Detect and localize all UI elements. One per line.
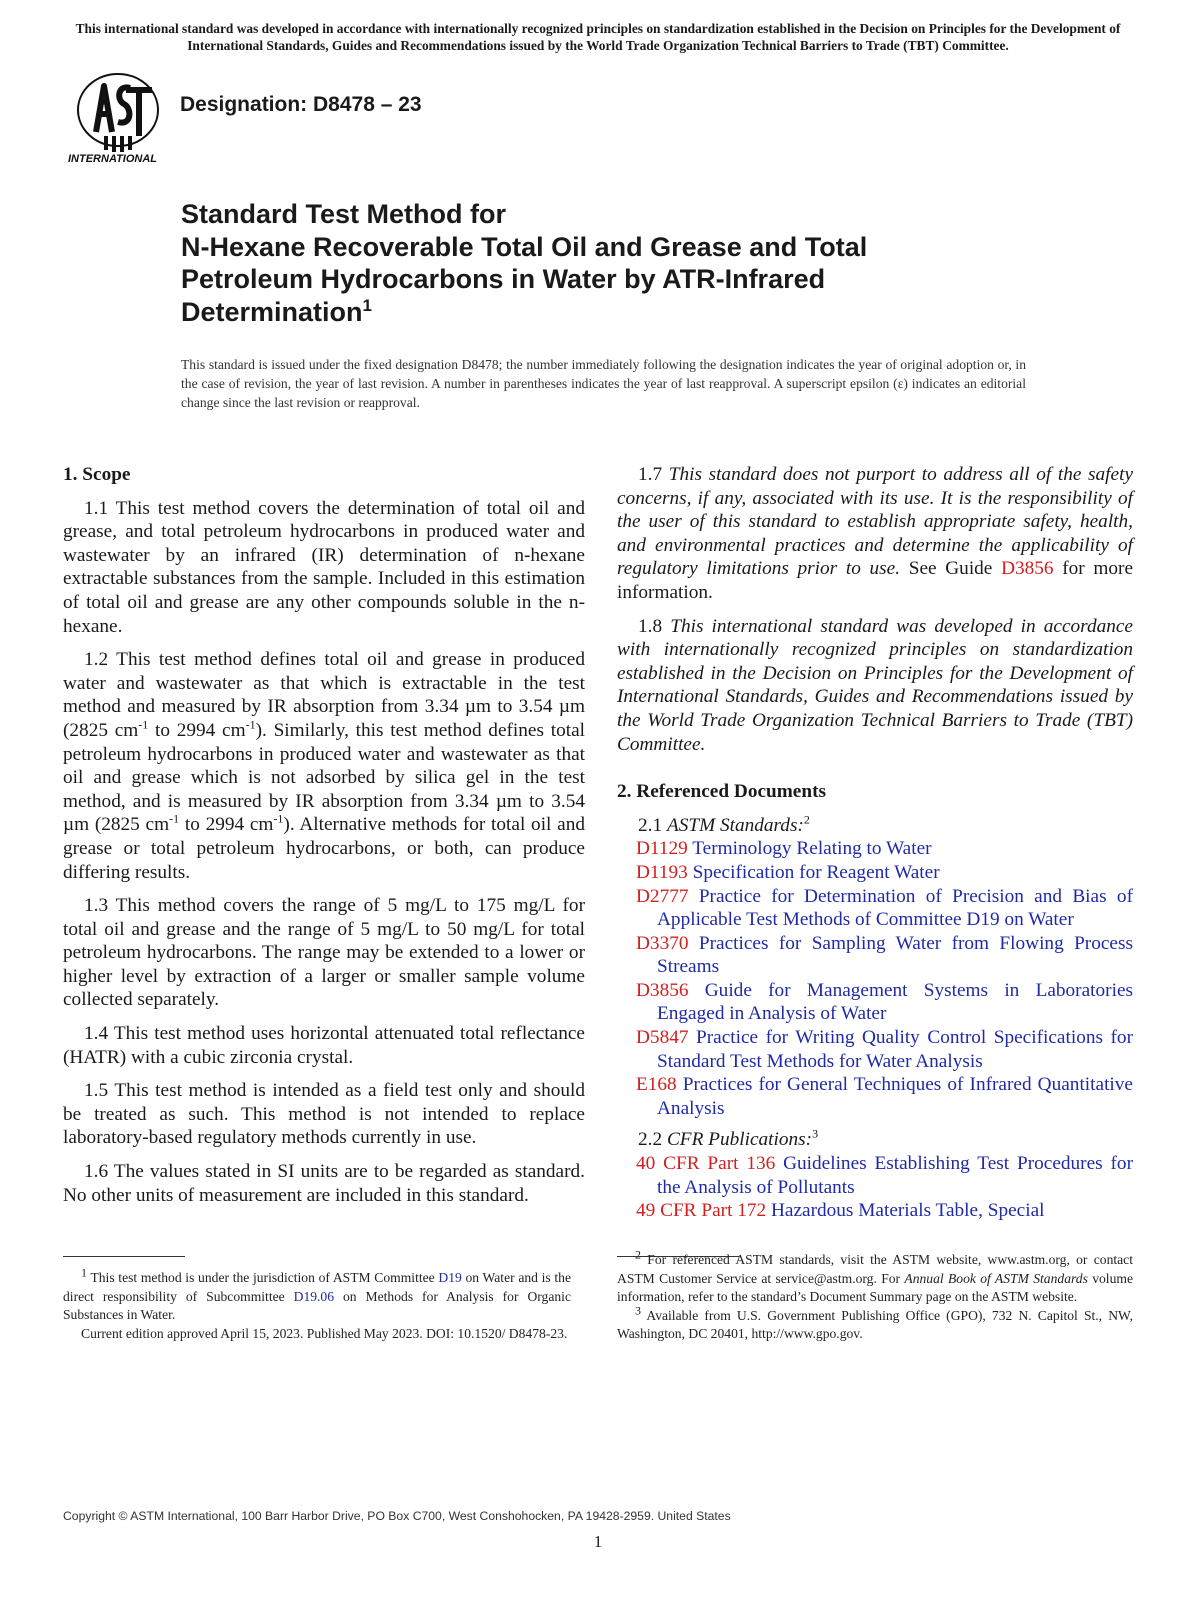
exponent: -1 <box>245 717 256 732</box>
exponent: -1 <box>273 811 284 826</box>
astm-reference-item <box>617 885 1133 932</box>
cfr-publications-subheading <box>617 1128 1133 1152</box>
designation: Designation: D8478 – 23 <box>180 93 422 116</box>
astm-reference-list <box>617 837 1133 1120</box>
logo-text: INTERNATIONAL <box>68 153 158 165</box>
astm-reference-title-link[interactable]: Practice for Determination of Precision and Bias of Applicable Test Methods of Committee D19 on Water <box>657 885 1133 931</box>
title-line-2: N-Hexane Recoverable Total Oil and Grease and Total <box>181 231 868 262</box>
paragraph-1-7 <box>617 463 1133 605</box>
left-column <box>63 463 585 1217</box>
link-d19[interactable]: D19 <box>438 1270 462 1285</box>
top-notice: This international standard was developed in accordance with internationally recognized principles on standardization established in the Decision on Principles for the Development of International Standards, Guides and Recommendations issued by the World Trade Organization Technical Barriers to Trade (TBT) Committee. <box>75 21 1121 53</box>
astm-logo <box>66 70 170 166</box>
astm-reference-item <box>617 932 1133 979</box>
scope-heading: 1. Scope <box>63 464 131 485</box>
exponent: -1 <box>169 811 180 826</box>
footnote-1-part-a: This test method is under the jurisdiction of ASTM Committee <box>90 1270 435 1285</box>
paragraph-1-7-text: This standard does not purport to address all of the safety concerns, if any, associated with its use. It is the responsibility of the user of this standard to establish appropriate safety, health, and environmental practices and determine the applicability of regulatory limitations prior to use. <box>617 464 1134 580</box>
astm-reference-code-link[interactable]: D1129 <box>636 838 688 860</box>
paragraph-1-7-end: for more information. <box>617 558 1134 603</box>
paragraph-1-4: 1.4 This test method uses horizontal attenuated total reflectance (HATR) with a cubic zirconia crystal. <box>63 1023 585 1068</box>
right-column <box>617 463 1133 1223</box>
paragraph-1-8-number: 1.8 <box>638 615 663 637</box>
footnote-3-text: Available from U.S. Government Publishing Office (GPO), 732 N. Capitol St., NW, Washington, DC 20401, http://www.gpo.gov. <box>617 1307 1134 1342</box>
astm-reference-code-link[interactable]: D5847 <box>636 1027 689 1049</box>
footnote-2-italic: Annual Book of ASTM Standards <box>904 1270 1088 1286</box>
astm-standards-footnote-mark: 2 <box>803 812 810 827</box>
cfr-reference-list <box>617 1152 1133 1223</box>
footnote-1-part-c: on Methods for Analysis for Organic Substances in Water. <box>63 1288 571 1323</box>
link-d19-06[interactable]: D19.06 <box>293 1288 335 1304</box>
exponent: -1 <box>138 717 149 732</box>
footnote-3-mark: 3 <box>635 1303 641 1318</box>
astm-reference-title-link[interactable]: Practices for General Techniques of Infrared Quantitative Analysis <box>657 1074 1133 1119</box>
cfr-reference-item <box>617 1199 1133 1223</box>
title-line-3: Petroleum Hydrocarbons in Water by ATR-Infrared <box>181 264 826 294</box>
astm-standards-label: ASTM Standards: <box>666 814 804 836</box>
copyright-line: Copyright © ASTM International, 100 Barr Harbor Drive, PO Box C700, West Conshohocken, PA 19428-2959. United States <box>63 1509 731 1523</box>
cfr-reference-code-link[interactable]: 40 CFR Part 136 <box>636 1153 776 1175</box>
astm-reference-item <box>617 979 1133 1026</box>
title-line-4 <box>181 296 981 329</box>
title-footnote-mark: 1 <box>362 295 372 315</box>
astm-reference-code-link[interactable]: D1193 <box>636 861 688 883</box>
page-number: 1 <box>593 1532 603 1551</box>
cfr-reference-title-link[interactable]: Guidelines Establishing Test Procedures for the Analysis of Pollutants <box>657 1153 1133 1198</box>
cfr-reference-code-link[interactable]: 49 CFR Part 172 <box>636 1200 767 1222</box>
footnotes-right <box>617 1247 1134 1344</box>
astm-reference-code-link[interactable]: D3856 <box>636 979 689 1001</box>
astm-reference-item <box>617 861 1133 885</box>
astm-reference-title-link[interactable]: Practices for Sampling Water from Flowing Process Streams <box>657 932 1133 978</box>
footnote-1-part-b: on Water and is the direct responsibility of Subcommittee <box>63 1270 571 1304</box>
astm-reference-item <box>617 1073 1133 1120</box>
cfr-reference-item <box>617 1152 1133 1199</box>
footnote-1-edition: Current edition approved April 15, 2023. Published May 2023. DOI: 10.1520/ D8478-23. <box>81 1325 568 1341</box>
paragraph-1-7-see: See Guide <box>908 558 993 580</box>
footnote-1-body <box>63 1265 571 1325</box>
footnote-1-mark: 1 <box>81 1265 87 1280</box>
cfr-publications-number: 2.2 <box>638 1129 663 1151</box>
astm-reference-code-link[interactable]: E168 <box>636 1074 677 1096</box>
footnote-rule-left <box>63 1256 185 1257</box>
astm-reference-item <box>617 1026 1133 1073</box>
paragraph-1-2: 1.2 This test method defines total oil and grease in produced water and wastewater as that which is extractable in the test method and measured by IR absorption from 3.34 µm to 3.54 µm (2825 $cm^{-1}$ to 2994 $cm^{-1}$). Similarly, this test method defines total petroleum hydrocarbons in produced water and wastewater as that oil and grease which is not adsorbed by silica gel in the test method, and is measured by IR absorption from 3.34 µm to 3.54 µm (2825 $cm^{-1}$ to 2994 $cm^{-1}$). Alternative methods for total oil and grease or total petroleum hydrocarbons, or both, can produce differing results. <box>63 649 585 883</box>
paragraph-1-3: 1.3 This method covers the range of 5 mg/L to 175 mg/L for total oil and grease and the range of 5 mg/L to 50 mg/L for total petroleum hydrocarbons. The range may be extended to a lower or higher level by extraction of a larger or smaller sample volume collected separately. <box>63 895 585 1011</box>
astm-logo-icon <box>66 70 170 166</box>
paragraph-1-1: 1.1 This test method covers the determination of total oil and grease, and total petroleum hydrocarbons in produced water and wastewater by an infrared (IR) determination of n-hexane extractable substances from the sample. Included in this estimation of total oil and grease are any other compounds soluble in the n-hexane. <box>63 497 585 637</box>
link-d3856[interactable]: D3856 <box>1001 558 1054 580</box>
paragraph-1-8 <box>617 615 1133 757</box>
astm-reference-title-link[interactable]: Practice for Writing Quality Control Specifications for Standard Test Methods for Water Analysis <box>657 1027 1133 1072</box>
document-title <box>181 198 981 328</box>
astm-reference-title-link[interactable]: Specification for Reagent Water <box>687 861 940 883</box>
paragraph-1-7-number: 1.7 <box>638 464 663 485</box>
astm-reference-item <box>617 837 1133 861</box>
astm-reference-title-link[interactable]: Guide for Management Systems in Laboratories Engaged in Analysis of Water <box>657 979 1133 1025</box>
astm-reference-code-link[interactable]: D2777 <box>636 885 689 907</box>
astm-standards-subheading <box>617 814 1133 838</box>
paragraph-1-5: 1.5 This test method is intended as a field test only and should be treated as such. This method is not intended to replace laboratory-based regulatory methods currently in use. <box>63 1080 585 1149</box>
footnote-1 <box>63 1265 571 1343</box>
astm-reference-code-link[interactable]: D3370 <box>636 932 689 954</box>
issued-note: This standard is issued under the fixed designation D8478; the number immediately following the designation indicates the year of original adoption or, in the case of revision, the year of last revision. A number in parentheses indicates the year of last reapproval. A superscript epsilon (ε) indicates an editorial change since the last revision or reapproval. <box>181 357 1026 410</box>
title-line-1: Standard Test Method for <box>181 199 507 229</box>
cfr-publications-footnote-mark: 3 <box>812 1127 819 1142</box>
astm-reference-title-link[interactable]: Terminology Relating to Water <box>687 838 932 860</box>
referenced-documents-heading: 2. Referenced Documents <box>617 781 827 803</box>
footnote-2-part-b: volume information, refer to the standard’s Document Summary page on the ASTM website. <box>617 1270 1133 1305</box>
cfr-reference-title-link[interactable]: Hazardous Materials Table, Special <box>766 1200 1045 1222</box>
title-line-4-text: Determination <box>181 296 363 327</box>
cfr-publications-label: CFR Publications: <box>666 1129 813 1151</box>
paragraph-1-8-text: This international standard was developed in accordance with internationally recognized principles on standardization established in the Decision on Principles for the Development of International Standards, Guides and Recommendations issued by the World Trade Organization Technical Barriers to Trade (TBT) Committee. <box>617 615 1133 755</box>
footnote-3 <box>617 1303 1134 1344</box>
footnote-2-part-a: For referenced ASTM standards, visit the ASTM website, www.astm.org, or contact ASTM Customer Service at service@astm.org. For <box>617 1252 1133 1286</box>
astm-standards-number: 2.1 <box>638 814 663 836</box>
footnote-2-mark: 2 <box>635 1247 641 1262</box>
paragraph-1-6: 1.6 The values stated in SI units are to be regarded as standard. No other units of measurement are included in this standard. <box>63 1161 585 1206</box>
footnote-2 <box>617 1247 1133 1307</box>
